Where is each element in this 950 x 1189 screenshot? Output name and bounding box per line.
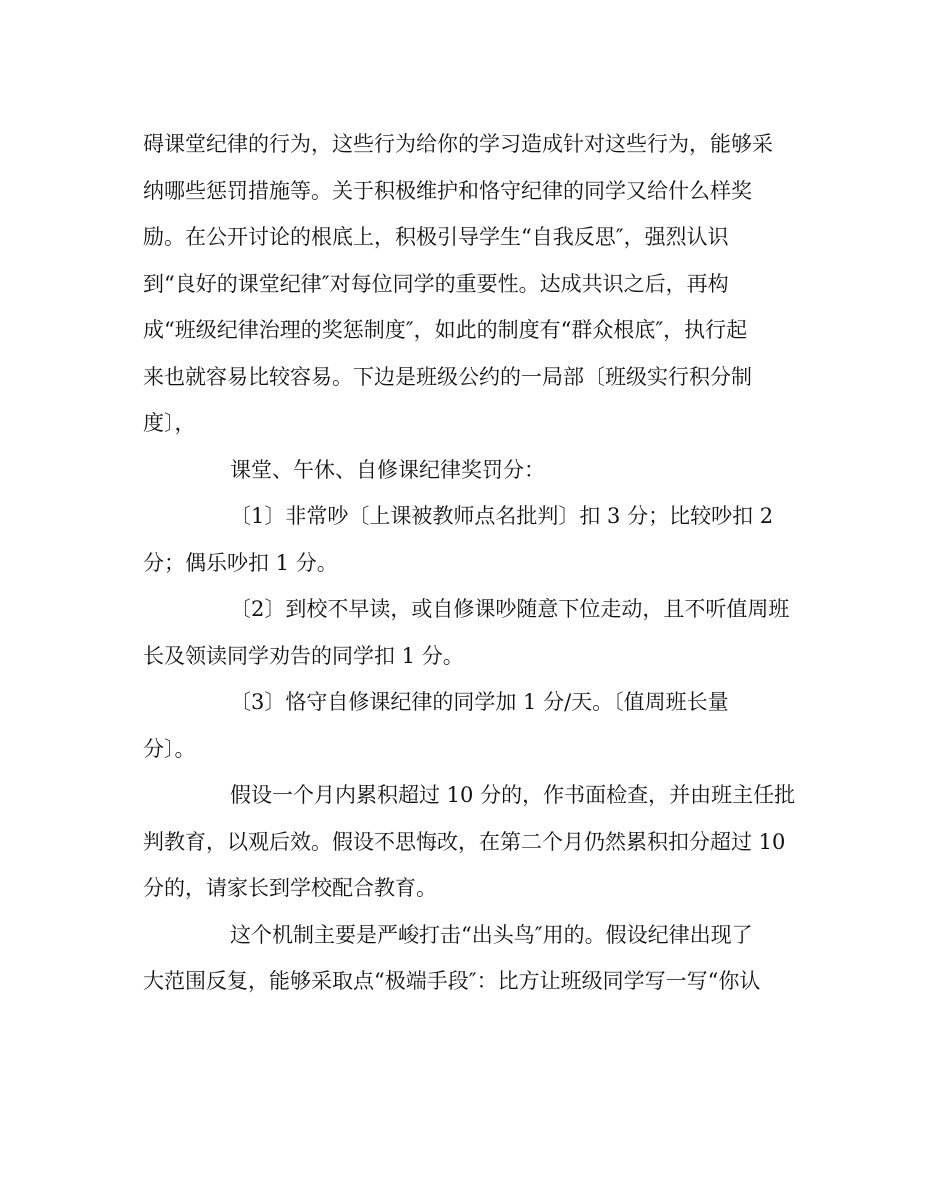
- list-item-1: 〔1〕非常吵〔上课被教师点名批判〕扣 3 分；比较吵扣 2: [230, 504, 774, 528]
- text-line: 到“良好的课堂纪律″对每位同学的重要性。达成共识之后，再构: [143, 271, 729, 296]
- text-line: 分〕。: [143, 736, 196, 761]
- paragraph-start: 这个机制主要是严峻打击“出头鸟″用的。假设纪律出现了: [230, 922, 753, 947]
- list-item-3: 〔3〕恪守自修课纪律的同学加 1 分/天。〔值周班长量: [230, 690, 729, 714]
- text-line: 碍课堂纪律的行为，这些行为给你的学习造成针对这些行为，能够采: [143, 132, 773, 156]
- text-line: 纳哪些惩罚措施等。关于积极维护和恪守纪律的同学又给什么样奖: [143, 178, 752, 203]
- text-line: 分；偶乐吵扣 1 分。: [143, 550, 338, 575]
- section-heading: 课堂、午休、自修课纪律奖罚分：: [230, 457, 545, 482]
- list-item-2: 〔2〕到校不早读，或自修课吵随意下位走动，且不听值周班: [230, 597, 790, 621]
- text-line: 度〕，: [143, 411, 196, 435]
- body-text: [143, 121, 813, 1005]
- text-line: 成“班级纪律治理的奖惩制度″，如此的制度有“群众根底″，执行起: [143, 318, 748, 342]
- text-line: 分的，请家长到学校配合教育。: [143, 876, 437, 900]
- text-line: 大范围反复，能够采取点“极端手段″：比方让班级同学写一写“你认: [143, 969, 761, 993]
- text-line: 来也就容易比较容易。下边是班级公约的一局部〔班级实行积分制: [143, 364, 752, 389]
- text-line: 励。在公开讨论的根底上，积极引导学生“自我反思″，强烈认识: [143, 225, 729, 249]
- text-line: 判教育，以观后效。假设不思悔改，在第二个月仍然累积扣分超过 10: [143, 829, 786, 854]
- text-line: 长及领读同学劝告的同学扣 1 分。: [143, 643, 464, 668]
- paragraph-start: 假设一个月内累积超过 10 分的，作书面检查，并由班主任批: [230, 783, 796, 807]
